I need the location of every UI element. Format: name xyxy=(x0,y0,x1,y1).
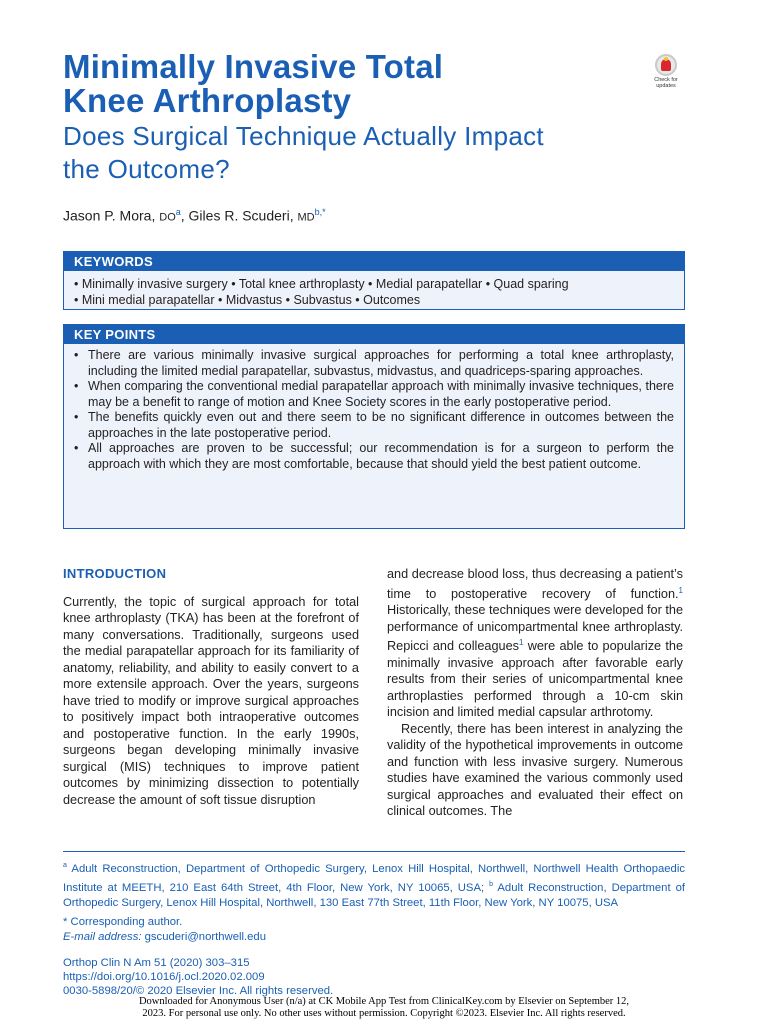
journal-citation: Orthop Clin N Am 51 (2020) 303–315 xyxy=(63,957,250,969)
email-link[interactable]: gscuderi@northwell.edu xyxy=(141,931,266,943)
body-column-right xyxy=(387,566,683,820)
doi-link[interactable]: https://doi.org/10.1016/j.ocl.2020.02.009 xyxy=(63,971,265,983)
email-label: E-mail address: xyxy=(63,931,142,943)
keywords-heading: KEYWORDS xyxy=(64,252,684,271)
keywords-line-1: • Minimally invasive surgery • Total knee arthroplasty • Medial parapatellar • Quad sparing xyxy=(74,277,569,291)
copyright-line: 0030-5898/20/© 2020 Elsevier Inc. All rights reserved. xyxy=(63,985,334,997)
author-2-name: Giles R. Scuderi, xyxy=(188,207,294,224)
body-column-left xyxy=(63,566,359,808)
body-paragraph xyxy=(387,566,683,721)
key-point-item: • The benefits quickly even out and there seem to be no significant difference in outcomes between the approaches in the late postoperative period. xyxy=(74,410,674,441)
body-paragraph: Currently, the topic of surgical approach for total knee arthroplasty (TKA) has been at the forefront of many conversations. Traditionally, surgeons used the medial parapatellar approach for its familiarity of anatomy, reliability, and ability to easily convert to a more extensile approach. Over the years, surgeons have tried to modify or improve surgical approaches to positively impact both intraoperative outcomes and postoperative function. In the early 1990s, surgeons began developing minimally invasive surgical (MIS) techniques to improve patient outcomes by minimizing dissection to potentially decrease the amount of soft tissue disruption xyxy=(63,594,359,807)
badge-label xyxy=(645,77,687,89)
reference-link[interactable]: 1 xyxy=(518,638,524,648)
corresponding-author-note: * Corresponding author. xyxy=(63,916,183,928)
badge-label-line-2: updates xyxy=(656,83,676,89)
author-1-affil-marker[interactable]: a xyxy=(175,207,181,217)
author-1-name: Jason P. Mora, xyxy=(63,207,156,224)
article-subtitle xyxy=(63,120,713,186)
bookmark-icon xyxy=(655,54,677,76)
affil-marker-a: a xyxy=(63,862,67,869)
author-list xyxy=(63,207,326,224)
keywords-line-2: • Mini medial parapatellar • Midvastus • Subvastus • Outcomes xyxy=(74,292,421,307)
affil-marker-b: b xyxy=(489,880,494,888)
email-line xyxy=(63,930,266,945)
reference-link[interactable]: 1 xyxy=(678,585,683,595)
key-points-box xyxy=(63,324,685,529)
introduction-heading: INTRODUCTION xyxy=(63,566,167,581)
body-paragraph: Recently, there has been interest in analyzing the validity of the hypothetical improvements in outcome and function with less invasive surgery. Numerous studies have examined the various commonly used surgical approaches and evaluated their effect on clinical outcomes. The xyxy=(387,721,683,819)
key-points-list xyxy=(64,344,684,472)
author-separator: , xyxy=(180,207,185,224)
download-notice xyxy=(0,996,768,1020)
author-2-affil-marker[interactable]: b,* xyxy=(314,207,326,217)
footnote-divider xyxy=(63,851,685,852)
affiliations xyxy=(63,858,685,911)
keywords-box xyxy=(63,251,685,310)
key-points-heading: KEY POINTS xyxy=(64,325,684,344)
author-2-degree: MD xyxy=(297,211,315,224)
key-point-item: • All approaches are proven to be successful; our recommendation is for a surgeon to perform the approach with which they are most comfortable, because that should yield the best patient outcome. xyxy=(74,441,674,472)
author-1-degree: DO xyxy=(159,211,176,224)
subtitle-line-1: Does Surgical Technique Actually Impact xyxy=(63,121,544,151)
body-text: and decrease blood loss, thus decreasing a patient’s time to postoperative recovery of function. xyxy=(387,567,683,601)
badge-label-line-1: Check for xyxy=(654,77,678,83)
citation-block xyxy=(63,956,333,998)
download-notice-line-1: Downloaded for Anonymous User (n/a) at CK Mobile App Test from ClinicalKey.com by Elsevier on September 12, xyxy=(138,996,630,1007)
key-point-item: • There are various minimally invasive surgical approaches for performing a total knee arthroplasty, including the limited medial parapatellar, subvastus, midvastus, and quadriceps-sparing approaches. xyxy=(74,348,674,379)
affiliation-b: Adult Reconstruction, Department of Orthopedic Surgery, Lenox Hill Hospital, Northwell, 130 East 77th Street, 11th Floor, New York, NY 10075, USA xyxy=(63,881,685,909)
body-text: were able to popularize the minimally invasive approach after favorable early results from their series of unicompartmental knee arthroplasties performed through a 10-cm skin incision and limited medial capsular arthrotomy. xyxy=(387,639,684,720)
title-line-1: Minimally Invasive Total xyxy=(63,48,444,85)
article-title xyxy=(63,50,643,118)
check-for-updates-badge[interactable] xyxy=(645,54,687,92)
download-notice-line-2: 2023. For personal use only. No other uses without permission. Copyright ©2023. Elsevier Inc. All rights reserved. xyxy=(142,1008,626,1019)
title-line-2: Knee Arthroplasty xyxy=(63,82,352,119)
body-text: Historically, these techniques were developed for the performance of unicompartmental knee arthroplasty. Repicci and colleagues xyxy=(387,603,683,654)
keywords-list xyxy=(64,271,684,308)
subtitle-line-2: the Outcome? xyxy=(63,154,230,184)
key-point-item: • When comparing the conventional medial parapatellar approach with minimally invasive techniques, there may be a benefit to range of motion and Knee Society scores in the early postoperative period. xyxy=(74,379,674,410)
affiliation-a: Adult Reconstruction, Department of Orthopedic Surgery, Lenox Hill Hospital, Northwell, Northwell Health Orthopaedic Institute at MEETH, 210 East 64th Street, 4th Floor, New York, NY 10065, USA; xyxy=(63,862,685,894)
